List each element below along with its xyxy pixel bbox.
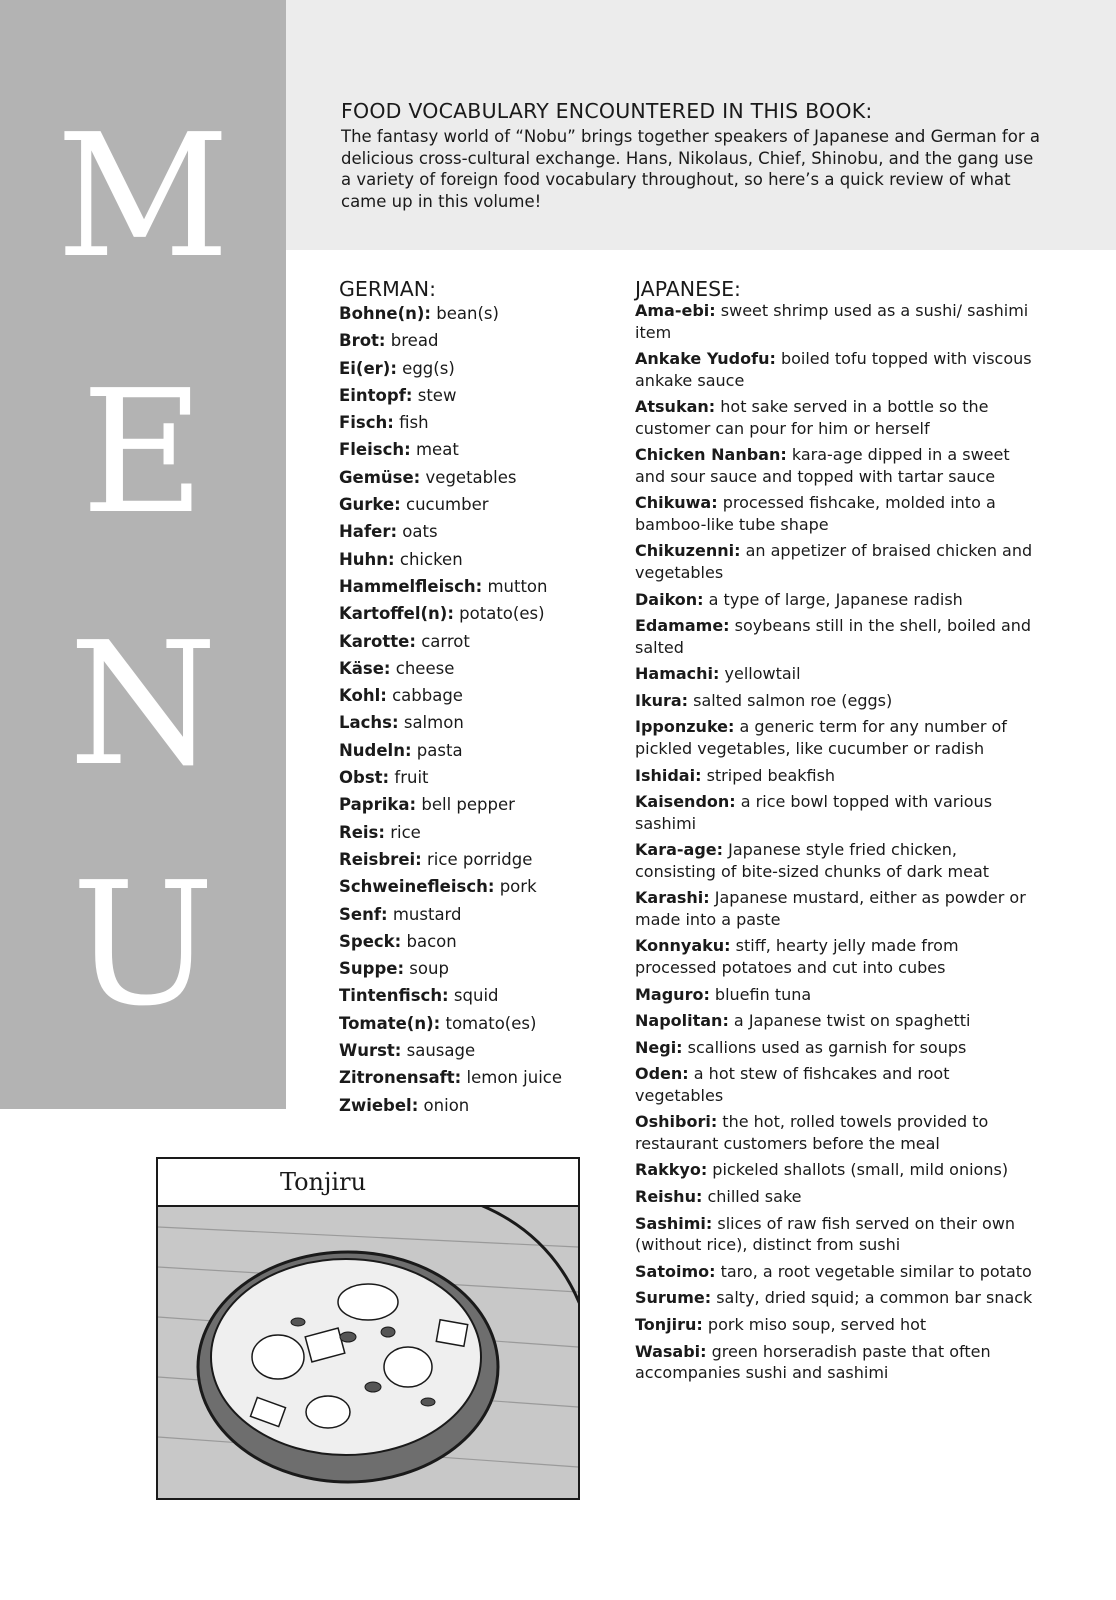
japanese-vocab-entry — [635, 839, 1035, 882]
vocab-term: Reishu: — [635, 1187, 703, 1207]
german-vocab-entry — [339, 518, 619, 545]
japanese-vocab-entry — [635, 1063, 1035, 1106]
german-vocab-entry — [339, 819, 619, 846]
panel-title-bar — [158, 1159, 578, 1207]
vocab-term: Hamachi: — [635, 664, 720, 684]
vocab-term: Brot: — [339, 331, 386, 351]
vocab-definition: squid — [448, 986, 499, 1006]
vocab-term: Daikon: — [635, 589, 704, 609]
vocab-definition: meat — [410, 440, 459, 460]
vocab-term: Hafer: — [339, 522, 398, 542]
german-vocab-entry — [339, 355, 619, 382]
vocab-term: Negi: — [635, 1037, 683, 1057]
vocab-term: Atsukan: — [635, 397, 716, 417]
japanese-vocab-entry — [635, 791, 1035, 834]
german-vocab-entry — [339, 737, 619, 764]
vocab-term: Kartoffel(n): — [339, 604, 454, 624]
german-vocab-entry — [339, 327, 619, 354]
vocab-definition: sweet shrimp used as a sushi/ sashimi item — [635, 301, 1029, 342]
german-vocab-entry — [339, 873, 619, 900]
vocab-definition: bread — [385, 331, 439, 351]
vocab-definition: a Japanese twist on spaghetti — [728, 1011, 971, 1031]
vocab-term: Karashi: — [635, 888, 710, 908]
vocab-term: Ei(er): — [339, 358, 397, 378]
vocab-term: Nudeln: — [339, 740, 412, 760]
japanese-vocab-entry — [635, 444, 1035, 487]
vocab-definition: green horseradish paste that often accompanies sushi and sashimi — [635, 1341, 991, 1383]
vocab-term: Konnyaku: — [635, 936, 731, 956]
japanese-vocab-entry — [635, 1159, 1035, 1181]
vocab-definition: mutton — [482, 576, 548, 596]
vocab-definition: Japanese mustard, either as powder or made into a paste — [635, 888, 1026, 929]
vocab-definition: mustard — [387, 904, 462, 924]
vocab-definition: yellowtail — [719, 664, 801, 684]
german-vocab-entry — [339, 600, 619, 627]
german-vocab-entry — [339, 409, 619, 436]
vocab-term: Schweinefleisch: — [339, 877, 495, 897]
vocab-definition: lemon juice — [461, 1068, 562, 1088]
japanese-vocab-entry — [635, 716, 1035, 759]
japanese-vocab-entry — [635, 663, 1035, 685]
vocab-term: Ama-ebi: — [635, 301, 716, 320]
vocab-definition: salty, dried squid; a common bar snack — [711, 1288, 1033, 1308]
vocab-term: Tomate(n): — [339, 1013, 441, 1033]
vocab-definition: vegetables — [420, 467, 517, 487]
vocab-term: Reis: — [339, 822, 385, 842]
vocab-definition: soup — [404, 959, 449, 979]
vocab-term: Tintenfisch: — [339, 986, 449, 1006]
vocab-term: Satoimo: — [635, 1261, 716, 1281]
vocab-term: Gemüse: — [339, 467, 421, 487]
german-vocab-entry — [339, 628, 619, 655]
vocab-definition: a generic term for any number of pickled vegetables, like cucumber or radish — [635, 717, 1007, 758]
vocab-term: Paprika: — [339, 795, 417, 815]
vocab-definition: salmon — [398, 713, 464, 733]
vocab-term: Zitronensaft: — [339, 1068, 462, 1088]
german-vocab-entry — [339, 1037, 619, 1064]
vocab-definition: soybeans still in the shell, boiled and salted — [635, 616, 1032, 657]
german-vocab-entry — [339, 655, 619, 682]
vocab-definition: a type of large, Japanese radish — [703, 589, 963, 609]
vocab-definition: a rice bowl topped with various sashimi — [635, 792, 993, 833]
vocab-definition: rice — [384, 822, 421, 842]
japanese-vocab-entry — [635, 589, 1035, 611]
vocab-term: Ipponzuke: — [635, 717, 735, 737]
german-vocab-entry — [339, 955, 619, 982]
vocab-definition: the hot, rolled towels provided to restaurant customers before the meal — [635, 1112, 989, 1153]
vocab-definition: bacon — [401, 931, 457, 951]
vocab-term: Tonjiru: — [635, 1314, 703, 1334]
german-vocab-entry — [339, 846, 619, 873]
japanese-vocab-entry — [635, 492, 1035, 535]
vocab-term: Reisbrei: — [339, 849, 422, 869]
german-vocab-list — [339, 300, 619, 1119]
vocab-definition: an appetizer of braised chicken and vegetables — [635, 541, 1033, 582]
german-vocab-entry — [339, 573, 619, 600]
german-vocab-entry — [339, 1064, 619, 1091]
japanese-vocab-entry — [635, 1037, 1035, 1059]
japanese-vocab-entry — [635, 615, 1035, 658]
vocab-definition: kara-age dipped in a sweet and sour sauce and topped with tartar sauce — [635, 445, 1010, 486]
vocab-definition: carrot — [415, 631, 470, 651]
vocab-definition: sausage — [401, 1041, 476, 1061]
vocab-term: Napolitan: — [635, 1011, 729, 1031]
vocab-definition: cucumber — [400, 495, 489, 515]
vocab-term: Eintopf: — [339, 385, 413, 405]
vocab-definition: onion — [418, 1095, 470, 1115]
german-vocab-entry — [339, 928, 619, 955]
vocab-definition: taro, a root vegetable similar to potato — [715, 1261, 1032, 1281]
vocab-definition: bean(s) — [431, 304, 499, 323]
japanese-vocab-entry — [635, 1111, 1035, 1154]
vocab-term: Ankake Yudofu: — [635, 349, 776, 369]
vocab-term: Lachs: — [339, 713, 399, 733]
vocab-term: Kara-age: — [635, 840, 724, 860]
german-vocab-entry — [339, 300, 619, 327]
japanese-vocab-entry — [635, 984, 1035, 1006]
japanese-vocab-entry — [635, 1341, 1035, 1384]
vocab-term: Surume: — [635, 1288, 712, 1308]
german-vocab-entry — [339, 709, 619, 736]
vocab-term: Chicken Nanban: — [635, 445, 787, 465]
vocab-definition: slices of raw fish served on their own (without rice), distinct from sushi — [635, 1213, 1016, 1255]
japanese-vocab-entry — [635, 1213, 1035, 1256]
german-vocab-entry — [339, 682, 619, 709]
vocab-term: Maguro: — [635, 984, 710, 1004]
intro-heading: FOOD VOCABULARY ENCOUNTERED IN THIS BOOK: — [341, 99, 873, 123]
menu-letter-n: N — [68, 606, 218, 804]
vocab-term: Hammelfleisch: — [339, 576, 483, 596]
japanese-heading: JAPANESE: — [635, 277, 741, 301]
japanese-vocab-entry — [635, 348, 1035, 391]
vocab-term: Rakkyo: — [635, 1160, 708, 1180]
vocab-term: Ishidai: — [635, 765, 702, 785]
vocab-definition: scallions used as garnish for soups — [682, 1037, 967, 1057]
vocab-definition: stew — [412, 385, 457, 405]
vocab-term: Fisch: — [339, 413, 394, 433]
vocab-definition: fruit — [389, 768, 429, 788]
menu-side-band — [0, 0, 286, 1109]
vocab-definition: hot sake served in a bottle so the customer can pour for him or herself — [635, 397, 989, 438]
vocab-term: Speck: — [339, 931, 402, 951]
vocab-term: Kaisendon: — [635, 792, 736, 812]
vocab-term: Kohl: — [339, 686, 387, 706]
vocab-definition: processed fishcake, molded into a bamboo-like tube shape — [635, 493, 996, 534]
vocab-term: Oshibori: — [635, 1112, 718, 1132]
german-vocab-entry — [339, 464, 619, 491]
japanese-vocab-entry — [635, 935, 1035, 978]
vocab-definition: oats — [397, 522, 438, 542]
vocab-term: Suppe: — [339, 959, 405, 979]
tonjiru-illustration-panel — [156, 1157, 580, 1500]
vocab-definition: tomato(es) — [440, 1013, 537, 1033]
german-vocab-entry — [339, 791, 619, 818]
japanese-vocab-entry — [635, 1261, 1035, 1283]
japanese-vocab-entry — [635, 690, 1035, 712]
japanese-vocab-entry — [635, 300, 1035, 343]
vocab-term: Oden: — [635, 1064, 689, 1084]
menu-letter-e: E — [80, 354, 206, 552]
vocab-term: Bohne(n): — [339, 304, 432, 323]
german-vocab-entry — [339, 982, 619, 1009]
vocab-definition: egg(s) — [396, 358, 455, 378]
vocab-term: Fleisch: — [339, 440, 411, 460]
vocab-term: Obst: — [339, 768, 390, 788]
vocab-term: Chikuzenni: — [635, 541, 741, 561]
intro-box — [286, 0, 1116, 250]
vocab-term: Käse: — [339, 658, 391, 678]
vocab-definition: fish — [393, 413, 429, 433]
vocab-definition: potato(es) — [453, 604, 545, 624]
japanese-vocab-entry — [635, 1010, 1035, 1032]
japanese-vocab-entry — [635, 540, 1035, 583]
vocab-term: Karotte: — [339, 631, 416, 651]
japanese-vocab-entry — [635, 1287, 1035, 1309]
german-vocab-entry — [339, 546, 619, 573]
vocab-definition: cabbage — [386, 686, 463, 706]
vocab-term: Ikura: — [635, 690, 689, 710]
german-vocab-entry — [339, 491, 619, 518]
vocab-definition: chilled sake — [702, 1187, 802, 1207]
japanese-vocab-entry — [635, 396, 1035, 439]
intro-text: The fantasy world of “Nobu” brings together speakers of Japanese and German for a delicious cross-cultural exchange. Hans, Nikolaus, Chief, Shinobu, and the gang use a variety of foreign food vocabulary throughout, so here’s a quick review of what came up in this volume! — [341, 127, 1040, 211]
german-vocab-entry — [339, 764, 619, 791]
vocab-definition: pickeled shallots (small, mild onions) — [707, 1160, 1009, 1180]
vocab-definition: pork miso soup, served hot — [702, 1314, 927, 1334]
vocab-definition: salted salmon roe (eggs) — [688, 690, 893, 710]
vocab-term: Chikuwa: — [635, 493, 718, 513]
vocab-definition: chicken — [394, 549, 463, 569]
german-vocab-entry — [339, 436, 619, 463]
vocab-term: Zwiebel: — [339, 1095, 419, 1115]
vocab-definition: bell pepper — [416, 795, 515, 815]
german-heading: GERMAN: — [339, 277, 437, 301]
vocab-definition: bluefin tuna — [709, 984, 812, 1004]
vocab-term: Wasabi: — [635, 1341, 707, 1361]
japanese-vocab-entry — [635, 1314, 1035, 1336]
japanese-vocab-list — [635, 300, 1035, 1389]
german-vocab-entry — [339, 382, 619, 409]
vocab-term: Sashimi: — [635, 1213, 713, 1233]
german-vocab-entry — [339, 1010, 619, 1037]
tonjiru-bowl-illustration — [158, 1207, 578, 1498]
german-vocab-entry — [339, 901, 619, 928]
vocab-term: Senf: — [339, 904, 388, 924]
menu-letter-m: M — [55, 98, 231, 296]
japanese-vocab-entry — [635, 1186, 1035, 1208]
vocab-term: Huhn: — [339, 549, 395, 569]
german-vocab-entry — [339, 1092, 619, 1119]
vocab-term: Edamame: — [635, 616, 730, 636]
vocab-definition: boiled tofu topped with viscous ankake sauce — [635, 349, 1032, 390]
vocab-term: Gurke: — [339, 495, 401, 515]
panel-title: Tonjiru — [279, 1168, 367, 1196]
vocab-definition: stiff, hearty jelly made from processed potatoes and cut into cubes — [635, 936, 959, 977]
vocab-definition: a hot stew of fishcakes and root vegetables — [635, 1064, 950, 1105]
vocab-definition: pork — [494, 877, 537, 897]
japanese-vocab-entry — [635, 765, 1035, 787]
vocab-definition: striped beakfish — [701, 765, 836, 785]
vocab-definition: cheese — [390, 658, 455, 678]
vocab-term: Wurst: — [339, 1041, 402, 1061]
vocab-definition: pasta — [411, 740, 463, 760]
japanese-vocab-entry — [635, 887, 1035, 930]
vocab-definition: rice porridge — [421, 849, 533, 869]
vocab-definition: Japanese style fried chicken, consisting of bite-sized chunks of dark meat — [635, 840, 990, 881]
menu-letter-u: U — [71, 846, 215, 1044]
